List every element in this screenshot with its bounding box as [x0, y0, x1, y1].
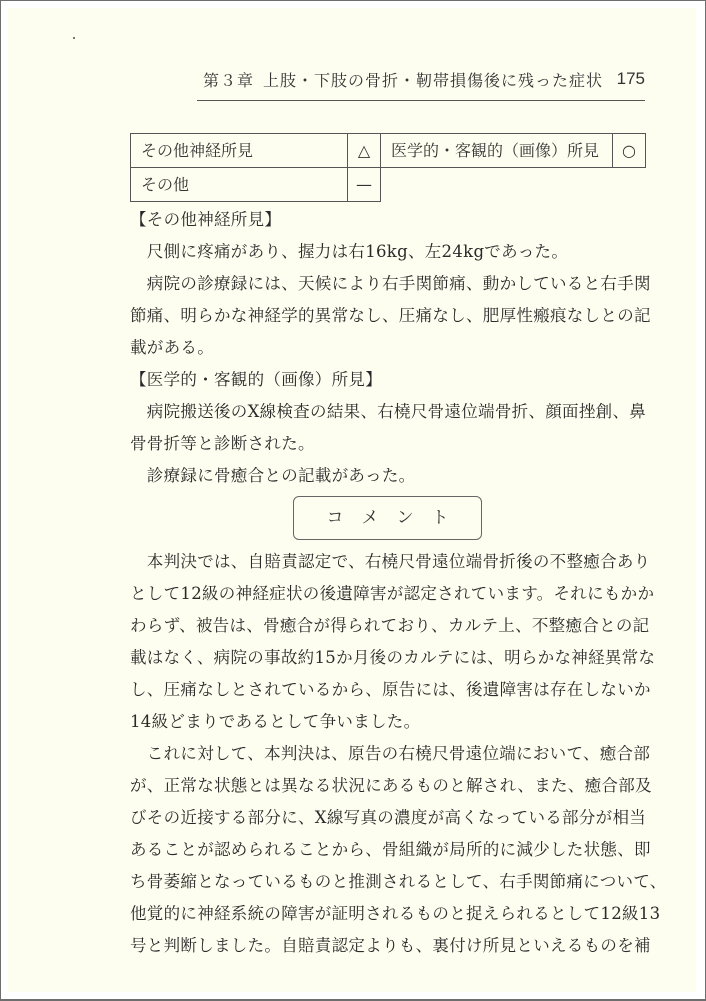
text-line: 本判決では、自賠責認定で、右橈尺骨遠位端骨折後の不整癒合あり: [130, 552, 651, 571]
table-cell-mark: △: [347, 133, 381, 168]
table-cell-label: その他神経所見: [130, 133, 348, 168]
text-line: として12級の神経症状の後遺障害が認定されています。それにもかか: [130, 584, 655, 603]
text-line: 診療録に骨癒合との記載があった。: [130, 466, 416, 485]
section-other-neuro: [130, 204, 650, 364]
text-line: あることが認められることから、骨組織が局所的に減少した状態、即: [130, 840, 651, 859]
text-line: 14級どまりであるとして争いました。: [130, 712, 421, 731]
text-line: 骨骨折等と診断された。: [130, 434, 315, 453]
section-heading: 【その他神経所見】: [130, 210, 282, 229]
chapter-title: 上肢・下肢の骨折・靭帯損傷後に残った症状: [263, 71, 604, 90]
comment-heading-box: コメント: [293, 496, 482, 540]
section-heading: 【医学的・客観的（画像）所見】: [130, 370, 382, 389]
text-line: 病院搬送後のX線検査の結果、右橈尺骨遠位端骨折、顔面挫創、鼻: [130, 402, 647, 421]
table-cell-mark: ○: [612, 133, 646, 168]
text-line: びその近接する部分に、X線写真の濃度が高くなっている部分が相当: [130, 808, 647, 827]
text-line: し、圧痛なしとされているから、原告には、後遺障害は存在しないか: [130, 680, 651, 699]
text-line: 他覚的に神経系統の障害が証明されるものと捉えられるとして12級13: [130, 904, 661, 923]
header-rule: [197, 100, 645, 101]
text-line: 病院の診療録には、天候により右手関節痛、動かしていると右手関: [130, 274, 651, 293]
section-medical-findings: [130, 364, 650, 492]
table-cell-label: 医学的・客観的（画像）所見: [380, 133, 613, 168]
scan-speck: [73, 37, 75, 39]
text-line: 節痛、明らかな神経学的異常なし、圧痛なし、肥厚性瘢痕なしとの記: [130, 306, 651, 325]
comment-paragraph-1: [130, 546, 656, 738]
text-line: 尺側に疼痛があり、握力は右16kg、左24kgであった。: [130, 242, 569, 261]
page-number: 175: [616, 69, 645, 88]
running-header: [197, 68, 647, 94]
text-line: ち骨萎縮となっているものと推測されるとして、右手関節痛について、: [130, 872, 667, 891]
text-line: わらず、被告は、骨癒合が得られており、カルテ上、不整癒合との記: [130, 616, 650, 635]
text-line: が、正常な状態とは異なる状況にあるものと解され、また、癒合部及: [130, 776, 652, 795]
table-cell-mark: —: [347, 167, 381, 202]
text-line: 号と判断しました。自賠責認定よりも、裏付け所見といえるものを補: [130, 936, 651, 955]
text-line: 載がある。: [130, 338, 214, 357]
chapter-label: 第３章: [203, 71, 255, 90]
text-line: 載はなく、病院の事故約15か月後のカルテには、明らかな神経異常な: [130, 648, 656, 667]
comment-paragraph-2: [130, 738, 667, 962]
text-line: これに対して、本判決は、原告の右橈尺骨遠位端において、癒合部: [130, 744, 651, 763]
table-cell-label: その他: [130, 167, 348, 202]
